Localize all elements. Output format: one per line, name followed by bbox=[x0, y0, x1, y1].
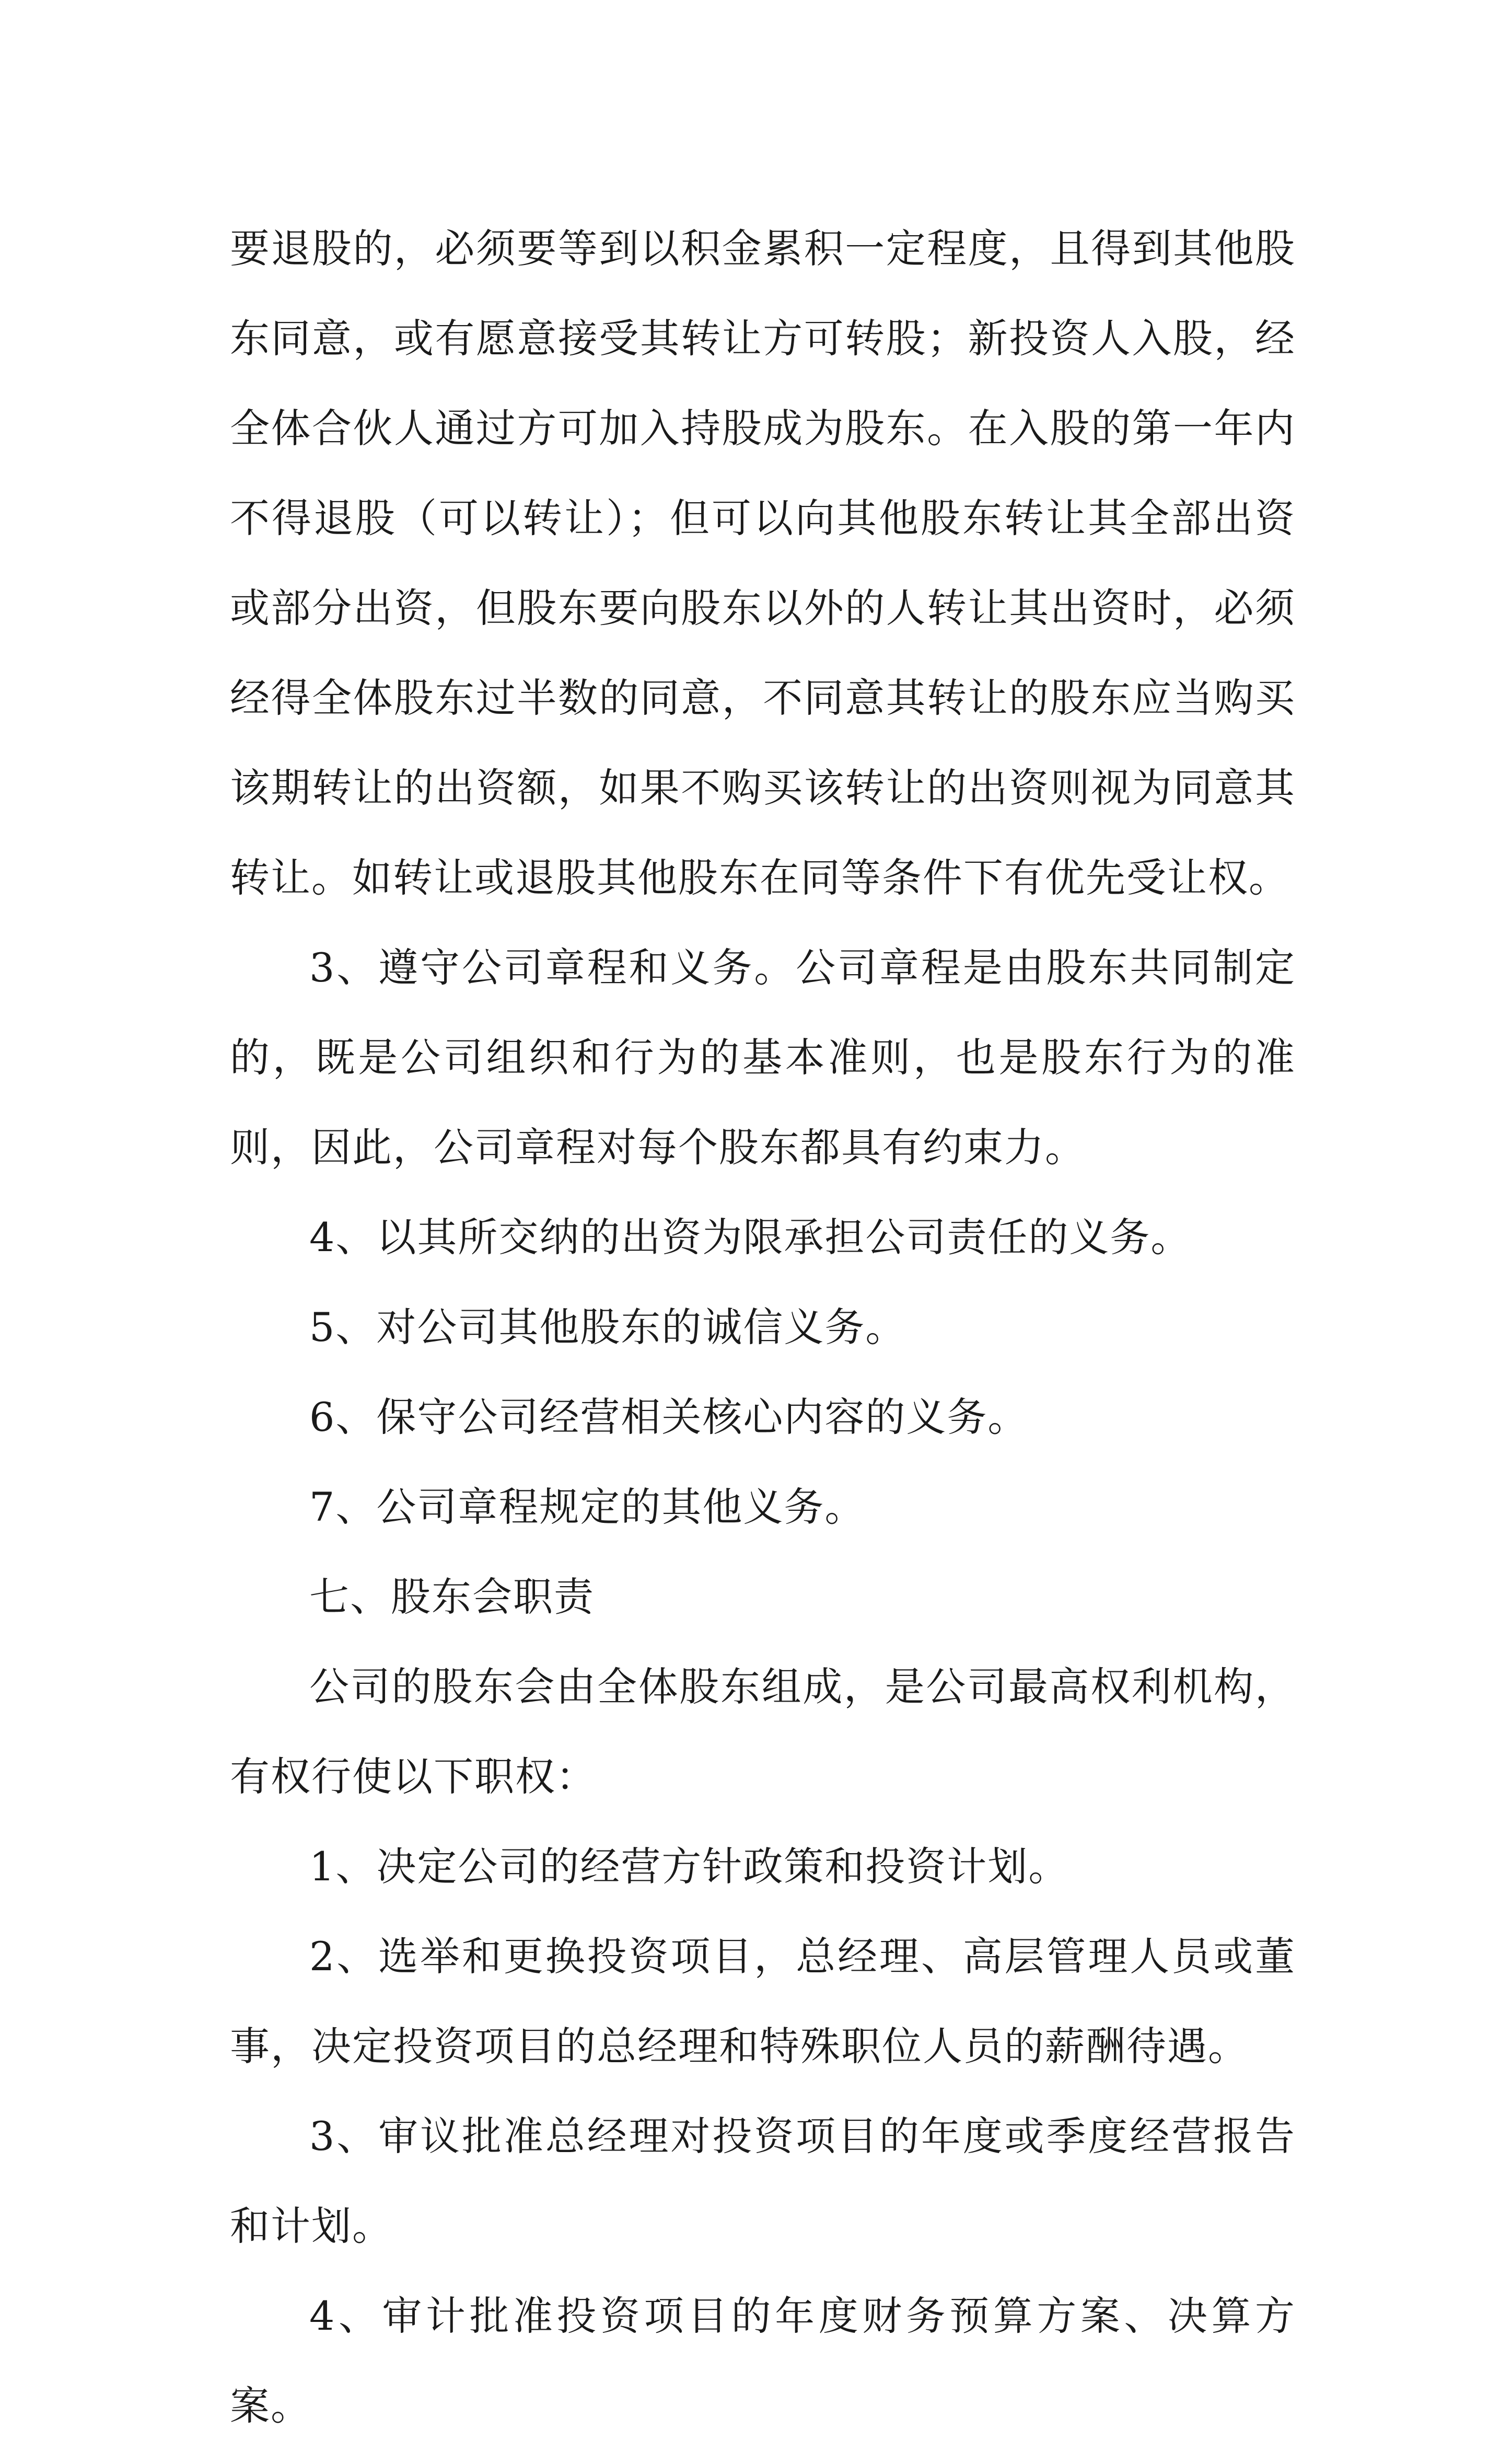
paragraph-obligation-3: 3、遵守公司章程和义务。公司章程是由股东共同制定的，既是公司组织和行为的基本准则，也是股东行为的准则，因此，公司章程对每个股东都具有约束力。 bbox=[230, 944, 1296, 1171]
paragraph-obligation-7: 7、公司章程规定的其他义务。 bbox=[309, 1484, 866, 1530]
paragraph-power-3: 3、审议批准总经理对投资项目的年度或季度经营报告和计划。 bbox=[230, 2113, 1296, 2249]
document-body bbox=[230, 204, 1296, 2451]
paragraph-obligation-4: 4、以其所交纳的出资为限承担公司责任的义务。 bbox=[309, 1214, 1192, 1261]
section-heading-shareholders-meeting: 七、股东会职责 bbox=[309, 1574, 595, 1620]
paragraph-power-1: 1、决定公司的经营方针政策和投资计划。 bbox=[309, 1843, 1069, 1890]
paragraph-power-4: 4、审计批准投资项目的年度财务预算方案、决算方案。 bbox=[230, 2293, 1296, 2429]
paragraph-share-transfer: 要退股的，必须要等到以积金累积一定程度，且得到其他股东同意，或有愿意接受其转让方可转股；新投资人入股，经全体合伙人通过方可加入持股成为股东。在入股的第一年内不得退股（可以转让）；但可以向其他股东转让其全部出资或部分出资，但股东要向股东以外的人转让其出资时，必须经得全体股东过半数的同意，不同意其转让的股东应当购买该期转让的出资额，如果不购买该转让的出资则视为同意其转让。如转让或退股其他股东在同等条件下有优先受让权。 bbox=[230, 225, 1296, 901]
paragraph-shareholders-meeting-intro: 公司的股东会由全体股东组成，是公司最高权利机构，有权行使以下职权： bbox=[230, 1663, 1296, 1800]
paragraph-obligation-5: 5、对公司其他股东的诚信义务。 bbox=[309, 1304, 906, 1350]
paragraph-power-2: 2、选举和更换投资项目，总经理、高层管理人员或董事，决定投资项目的总经理和特殊职位人员的薪酬待遇。 bbox=[230, 1933, 1296, 2070]
paragraph-obligation-6: 6、保守公司经营相关核心内容的义务。 bbox=[309, 1394, 1029, 1440]
